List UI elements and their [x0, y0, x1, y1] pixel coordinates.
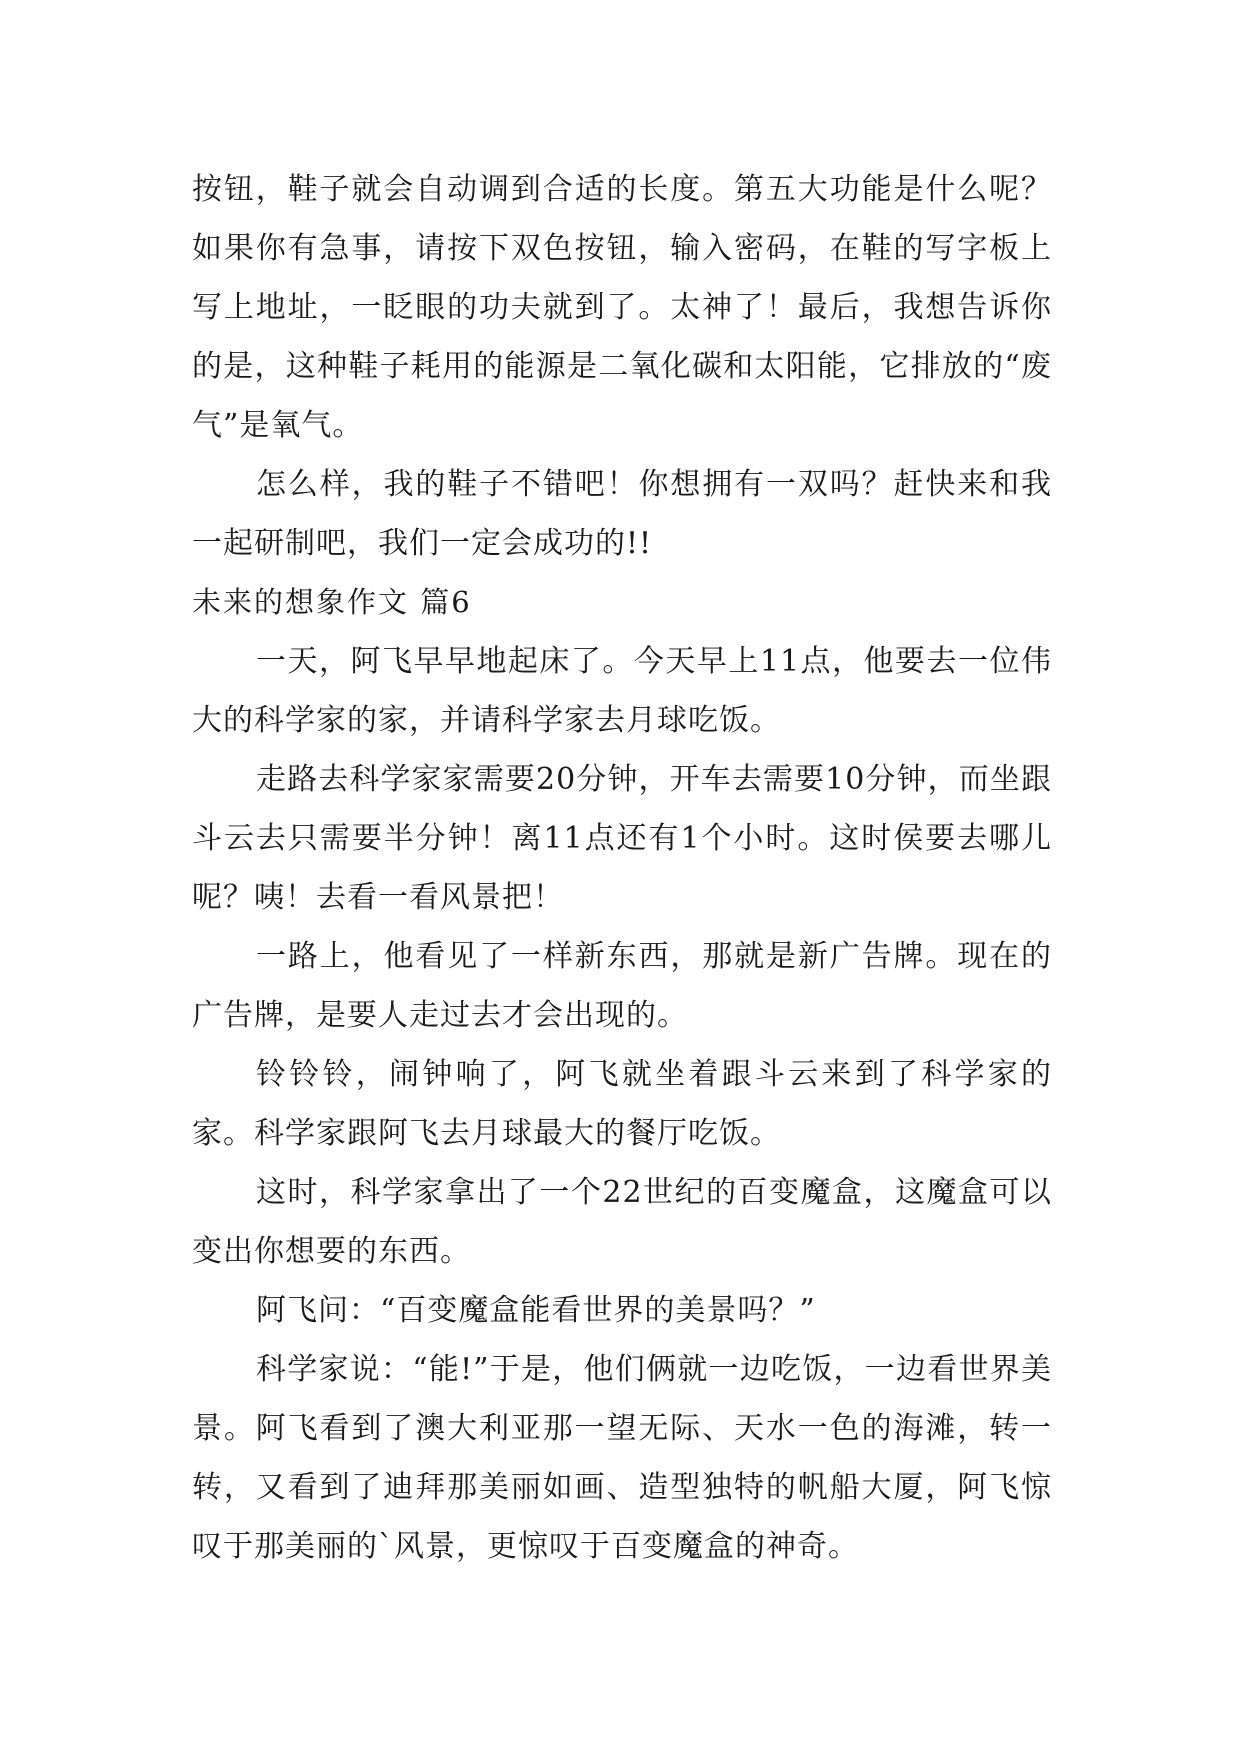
paragraph-question: 阿飞问：“百变魔盒能看世界的美景吗？”	[256, 1293, 816, 1328]
paragraph-shoe-functions: 按钮，鞋子就会自动调到合适的长度。第五大功能是什么呢？如果你有急事，请按下双色按钮，输入密码，在鞋的写字板上写上地址，一眨眼的功夫就到了。太神了！最后，我想告诉你的是，这种鞋子耗用的能源是二氧化碳和太阳能，它排放的“废气”是氧气。	[192, 172, 1052, 443]
paragraph-alarm: 铃铃铃，闹钟响了，阿飞就坐着跟斗云来到了科学家的家。科学家跟阿飞去月球最大的餐厅吃饭。	[192, 1057, 1052, 1151]
paragraph-billboard: 一路上，他看见了一样新东西，那就是新广告牌。现在的广告牌，是要人走过去才会出现的。	[192, 939, 1052, 1033]
document-body	[192, 160, 1052, 1576]
paragraph-travel-time: 走路去科学家家需要20分钟，开车去需要10分钟，而坐跟斗云去只需要半分钟！离11点还有1个小时。这时侯要去哪儿呢？咦！去看一看风景把！	[192, 762, 1052, 915]
paragraph-afei-morning: 一天，阿飞早早地起床了。今天早上11点，他要去一位伟大的科学家的家，并请科学家去月球吃饭。	[192, 644, 1052, 738]
paragraph-magic-box: 这时，科学家拿出了一个22世纪的百变魔盒，这魔盒可以变出你想要的东西。	[192, 1175, 1052, 1269]
paragraph-shoe-invitation: 怎么样，我的鞋子不错吧！你想拥有一双吗？赶快来和我一起研制吧，我们一定会成功的!!	[192, 467, 1052, 561]
paragraph-scenery: 科学家说：“能!”于是，他们俩就一边吃饭，一边看世界美景。阿飞看到了澳大利亚那一望无际、天水一色的海滩，转一转，又看到了迪拜那美丽如画、造型独特的帆船大厦，阿飞惊叹于那美丽的`风景，更惊叹于百变魔盒的神奇。	[192, 1352, 1052, 1564]
section-title: 未来的想象作文 篇6	[192, 585, 472, 619]
